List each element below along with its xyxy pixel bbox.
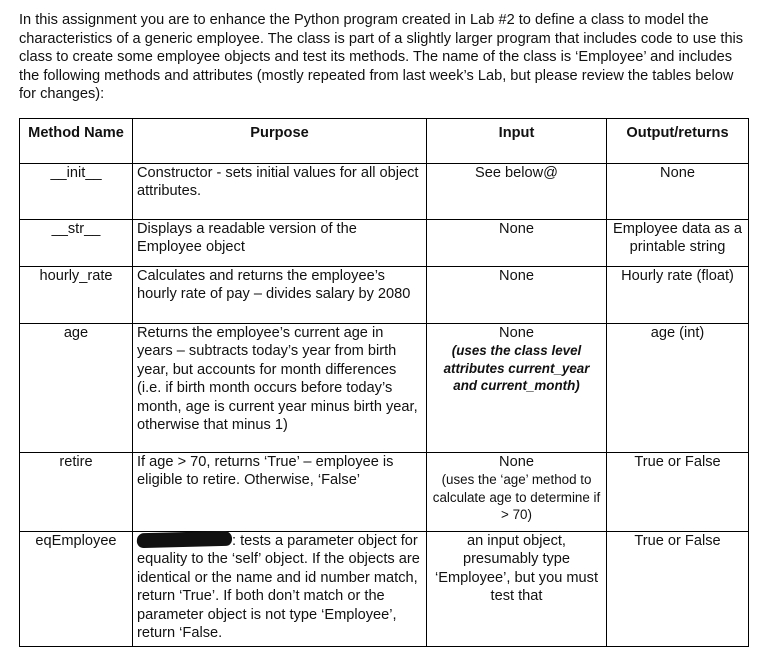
- output-cell: True or False: [607, 453, 749, 532]
- method-name-cell: age: [20, 324, 133, 453]
- redaction-mark: [136, 531, 233, 548]
- purpose-cell: Constructor - sets initial values for all object attributes.: [133, 164, 427, 220]
- table-row: [20, 220, 749, 267]
- purpose-cell: Returns the employee’s current age in years – subtracts today’s year from birth year, but accounts for month differences (i.e. if birth month occurs before today’s month, age is current year minus birth year, otherwise that minus 1): [133, 324, 427, 453]
- output-cell: True or False: [607, 532, 749, 647]
- input-cell: [427, 324, 607, 453]
- intro-paragraph: In this assignment you are to enhance the Python program created in Lab #2 to define a class to model the characteristics of a generic employee. The class is part of a slightly larger program that includes code to use this class to create some employee objects and test its methods. The name of the class is ‘Employee’ and includes the following methods and attributes (mostly repeated from last week’s Lab, but please review the tables below for changes):: [19, 12, 744, 102]
- table-row: [20, 532, 749, 647]
- purpose-cell: [133, 532, 427, 647]
- header-input: Input: [427, 119, 607, 164]
- purpose-cell: Calculates and returns the employee’s hourly rate of pay – divides salary by 2080: [133, 267, 427, 324]
- input-cell: None: [427, 220, 607, 267]
- method-name-cell: __init__: [20, 164, 133, 220]
- method-name-cell: retire: [20, 453, 133, 532]
- purpose-cell: Displays a readable version of the Employee object: [133, 220, 427, 267]
- header-purpose: Purpose: [133, 119, 427, 164]
- table-row: [20, 453, 749, 532]
- method-name-cell: eqEmployee: [20, 532, 133, 647]
- output-cell: age (int): [607, 324, 749, 453]
- input-value: None: [499, 454, 534, 470]
- method-name-cell: hourly_rate: [20, 267, 133, 324]
- input-cell: None: [427, 267, 607, 324]
- output-cell: Employee data as a printable string: [607, 220, 749, 267]
- output-cell: Hourly rate (float): [607, 267, 749, 324]
- table-row: [20, 324, 749, 453]
- input-cell: [427, 453, 607, 532]
- table-row: [20, 267, 749, 324]
- input-note: (uses the class level attributes current_year and current_month): [443, 343, 590, 394]
- input-cell: See below@: [427, 164, 607, 220]
- purpose-cell: If age > 70, returns ‘True’ – employee is eligible to retire. Otherwise, ‘False’: [133, 453, 427, 532]
- methods-table: [19, 118, 749, 647]
- input-cell: an input object, presumably type ‘Employee’, but you must test that: [427, 532, 607, 647]
- table-row: [20, 164, 749, 220]
- header-output: Output/returns: [607, 119, 749, 164]
- method-name-cell: __str__: [20, 220, 133, 267]
- table-header-row: [20, 119, 749, 164]
- input-note: (uses the ‘age’ method to calculate age to determine if > 70): [432, 472, 601, 523]
- input-value: None: [499, 325, 534, 341]
- header-method-name: Method Name: [20, 119, 133, 164]
- purpose-text: : tests a parameter object for equality to the ‘self’ object. If the objects are identical or the name and id number match, return ‘True’. If both don’t match or the parameter object is not type ‘Employee’, return ‘False.: [137, 533, 420, 642]
- output-cell: None: [607, 164, 749, 220]
